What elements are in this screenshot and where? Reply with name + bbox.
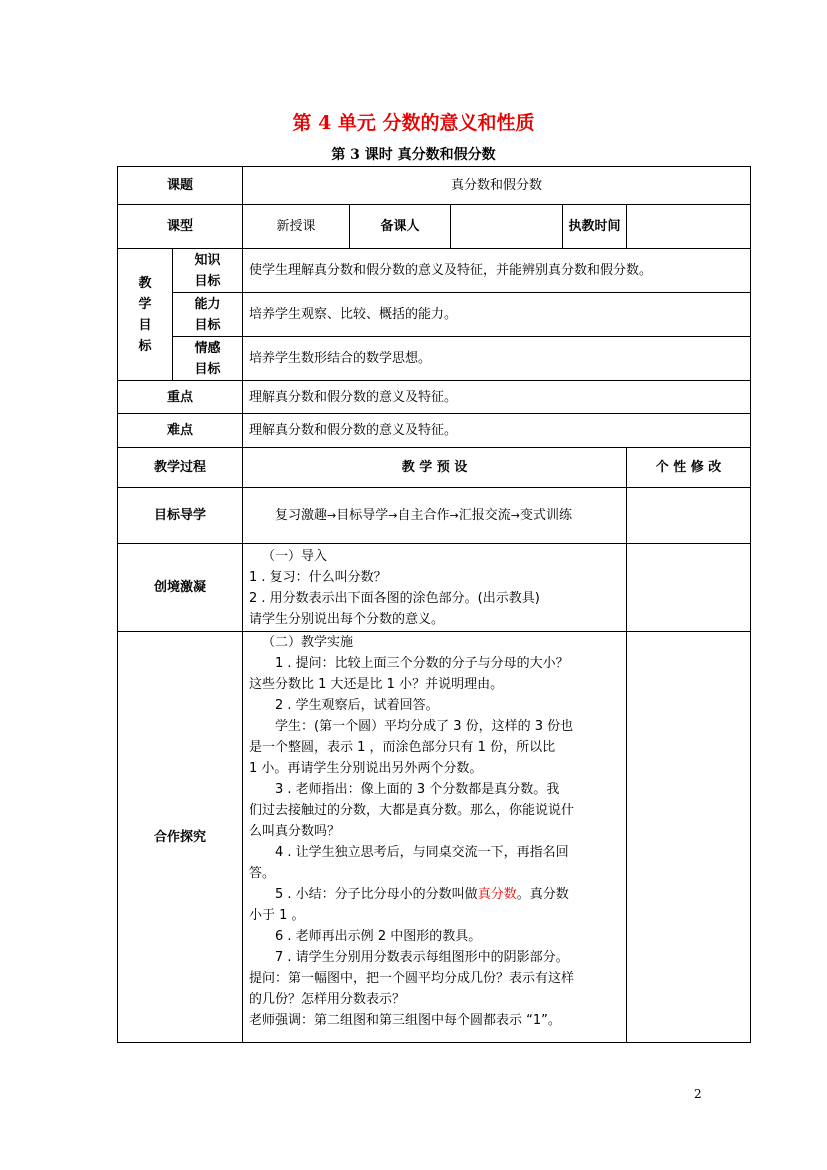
type-value: 新授课 xyxy=(243,205,350,249)
page-number: 2 xyxy=(694,1087,702,1101)
goal-type-label xyxy=(173,249,243,293)
topic-value: 真分数和假分数 xyxy=(243,167,751,205)
topic-label: 课题 xyxy=(118,167,243,205)
explore-line: 1 小。再请学生分别说出另外两个分数。 xyxy=(249,761,483,776)
goal-type-label xyxy=(173,293,243,337)
goal-row-knowledge xyxy=(118,249,751,293)
explore-heading: （二）教学实施 xyxy=(262,635,354,650)
explore-line: 答。 xyxy=(249,866,276,881)
explore-line: 6 . 老师再出示例 2 中图形的教具。 xyxy=(275,929,482,944)
guide-row xyxy=(118,488,751,544)
process-header: 教学过程 xyxy=(118,448,243,488)
explore-line: 3 . 老师指出：像上面的 3 个分数都是真分数。我 xyxy=(275,782,560,797)
goal-type-line: 目标 xyxy=(194,317,221,333)
personal-notes-cell xyxy=(627,632,751,1043)
summary-text: 。真分数 xyxy=(516,887,569,902)
flow-step: 复习激趣 xyxy=(275,508,328,523)
goals-label-char: 目 xyxy=(138,317,152,333)
flow-step: 自主合作 xyxy=(397,508,450,523)
explore-line xyxy=(249,884,620,905)
flow-step: 目标导学 xyxy=(336,508,389,523)
teach-time-value xyxy=(627,205,751,249)
personal-header: 个 性 修 改 xyxy=(627,448,751,488)
preparer-label: 备课人 xyxy=(350,205,451,249)
explore-line: 是一个整圆，表示 1 ，而涂色部分只有 1 份，所以比 xyxy=(249,740,556,755)
goal-text: 培养学生数形结合的数学思想。 xyxy=(243,337,751,381)
goal-type-line: 目标 xyxy=(194,273,221,289)
difficulty-label: 难点 xyxy=(118,414,243,448)
highlight-term: 真分数 xyxy=(477,887,517,902)
key-point-text: 理解真分数和假分数的意义及特征。 xyxy=(243,381,751,414)
personal-notes-cell xyxy=(627,488,751,544)
explore-line: 这些分数比 1 大还是比 1 小？并说明理由。 xyxy=(249,677,504,692)
explore-line: 们过去接触过的分数，大都是真分数。那么，你能说说什 xyxy=(249,803,575,818)
explore-line: 提问：第一幅图中，把一个圆平均分成几份？表示有这样 xyxy=(249,971,575,986)
goal-type-line: 知识 xyxy=(194,252,221,268)
goal-type-label xyxy=(173,337,243,381)
type-label: 课型 xyxy=(118,205,243,249)
scenario-line: 2 . 用分数表示出下面各图的涂色部分。(出示教具) xyxy=(249,590,540,606)
explore-line: 7 . 请学生分别用分数表示每组图形中的阴影部分。 xyxy=(275,950,569,965)
lesson-plan-table xyxy=(117,166,751,1043)
explore-line: 2 . 学生观察后，试着回答。 xyxy=(275,698,439,713)
explore-content xyxy=(243,632,627,1043)
document-title: 第 4 单元 分数的意义和性质 xyxy=(292,112,535,134)
goal-type-line: 目标 xyxy=(194,361,221,377)
goals-label xyxy=(118,249,173,381)
arrow-right-icon: → xyxy=(388,509,398,522)
scenario-content xyxy=(243,544,627,632)
arrow-right-icon: → xyxy=(449,509,459,522)
goal-type-line: 能力 xyxy=(194,296,221,312)
arrow-right-icon: → xyxy=(327,509,337,522)
type-row xyxy=(118,205,751,249)
goal-type-line: 情感 xyxy=(194,340,221,356)
scenario-line: （一）导入 xyxy=(262,548,328,564)
goal-row-emotion xyxy=(118,337,751,381)
scenario-line: 请学生分别说出每个分数的意义。 xyxy=(249,611,445,627)
difficulty-row xyxy=(118,414,751,448)
explore-line: 的几份？怎样用分数表示？ xyxy=(249,992,406,1007)
goal-text: 使学生理解真分数和假分数的意义及特征，并能辨别真分数和假分数。 xyxy=(243,249,751,293)
goal-row-ability xyxy=(118,293,751,337)
preparer-value xyxy=(451,205,563,249)
guide-flow-text xyxy=(249,505,620,526)
goals-label-char: 标 xyxy=(138,338,152,354)
preset-header: 教 学 预 设 xyxy=(243,448,627,488)
topic-row xyxy=(118,167,751,205)
explore-row xyxy=(118,632,751,1043)
arrow-right-icon: → xyxy=(510,509,520,522)
teach-time-label: 执教时间 xyxy=(563,205,627,249)
explore-line: 老师强调：第二组图和第三组图中每个圆都表示 “1”。 xyxy=(249,1013,561,1028)
process-header-row xyxy=(118,448,751,488)
explore-line: 1 . 提问：比较上面三个分数的分子与分母的大小？ xyxy=(275,656,569,671)
flow-step: 汇报交流 xyxy=(458,508,511,523)
explore-line: 4 . 让学生独立思考后，与同桌交流一下，再指名回 xyxy=(275,845,569,860)
key-point-row xyxy=(118,381,751,414)
guide-label: 目标导学 xyxy=(118,488,243,544)
explore-line: 小于 1 。 xyxy=(249,908,305,923)
goals-label-char: 教 xyxy=(138,275,152,291)
explore-line: 学生：(第一个圆）平均分成了 3 份，这样的 3 份也 xyxy=(275,719,574,734)
guide-flow xyxy=(243,488,627,544)
goals-label-char: 学 xyxy=(138,296,152,312)
personal-notes-cell xyxy=(627,544,751,632)
scenario-line: 1 . 复习：什么叫分数？ xyxy=(249,569,387,585)
scenario-label: 创境激凝 xyxy=(118,544,243,632)
lesson-subtitle: 第 3 课时 真分数和假分数 xyxy=(331,147,496,163)
explore-label: 合作探究 xyxy=(118,632,243,1043)
scenario-row xyxy=(118,544,751,632)
summary-text: 5 . 小结：分子比分母小的分数叫做 xyxy=(275,887,478,902)
difficulty-text: 理解真分数和假分数的意义及特征。 xyxy=(243,414,751,448)
flow-step: 变式训练 xyxy=(519,508,572,523)
key-point-label: 重点 xyxy=(118,381,243,414)
explore-line: 么叫真分数吗？ xyxy=(249,824,341,839)
goal-text: 培养学生观察、比较、概括的能力。 xyxy=(243,293,751,337)
